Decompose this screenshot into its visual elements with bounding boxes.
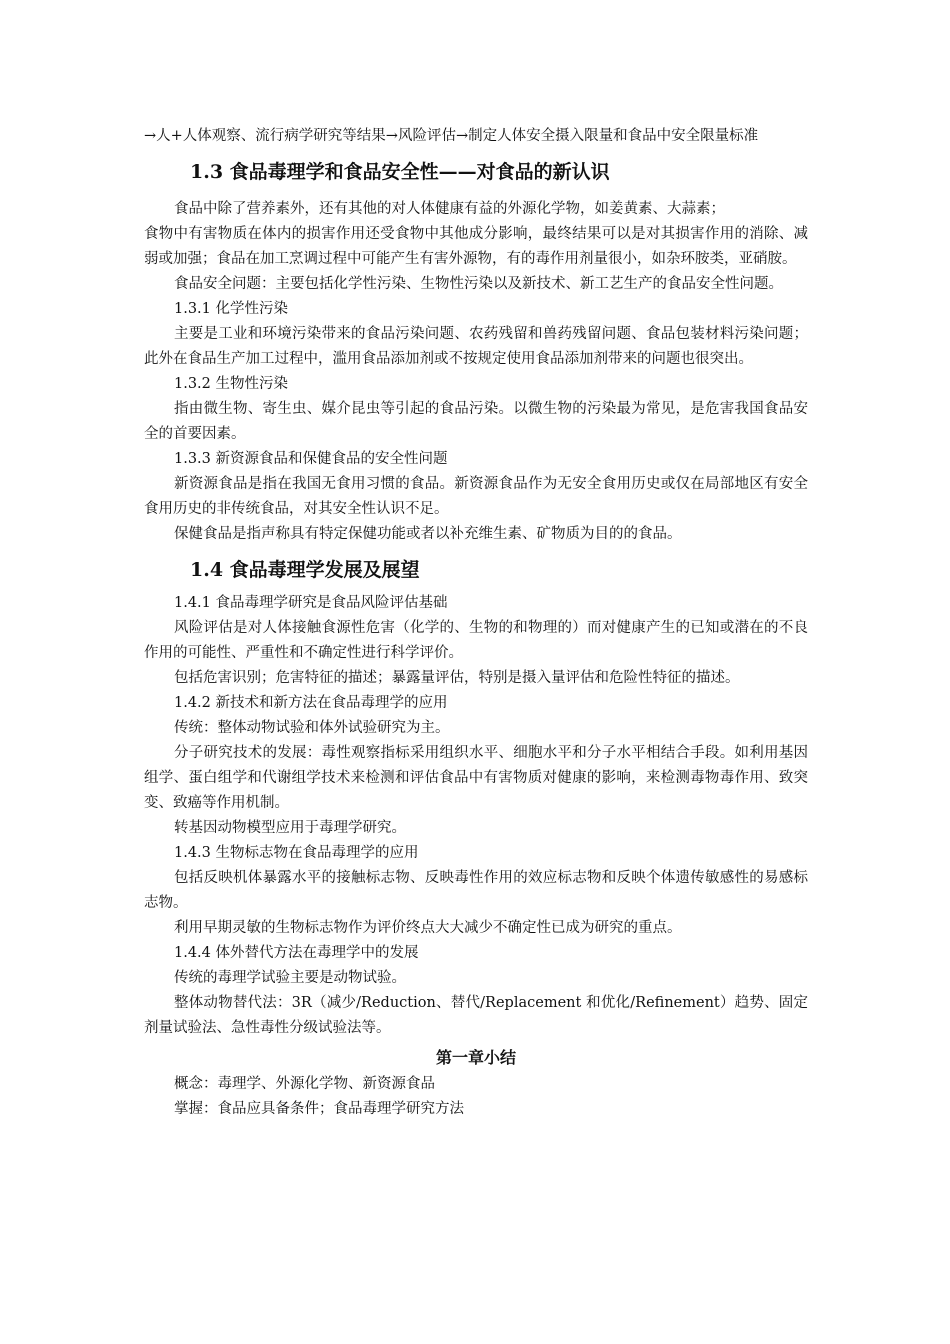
- intro-paragraph: →人+人体观察、流行病学研究等结果→风险评估→制定人体安全摄入限量和食品中安全限量标准: [144, 128, 759, 144]
- s142-paragraph-1: 传统：整体动物试验和体外试验研究为主。: [174, 720, 450, 736]
- s144-paragraph-1: 传统的毒理学试验主要是动物试验。: [174, 970, 406, 986]
- section-1-4-heading: 1.4 食品毒理学发展及展望: [190, 559, 420, 581]
- s143-paragraph-2: 利用早期灵敏的生物标志物作为评价终点大大减少不确定性已成为研究的重点。: [174, 920, 682, 936]
- summary-concepts: 概念：毒理学、外源化学物、新资源食品: [174, 1076, 435, 1092]
- subsection-1-4-3-title: 1.4.3 生物标志物在食品毒理学的应用: [174, 845, 419, 861]
- s141-paragraph-1: 风险评估是对人体接触食源性危害（化学的、生物的和物理的）而对健康产生的已知或潜在的不良作用的可能性、严重性和不确定性进行科学评价。: [144, 620, 808, 661]
- s131-paragraph: 主要是工业和环境污染带来的食品污染问题、农药残留和兽药残留问题、食品包装材料污染问题；此外在食品生产加工过程中，滥用食品添加剂或不按规定使用食品添加剂带来的问题也很突出。: [144, 326, 808, 367]
- section-1-3-heading: 1.3 食品毒理学和食品安全性——对食品的新认识: [190, 161, 610, 183]
- document-body: [144, 124, 808, 1122]
- chapter-summary-heading: 第一章小结: [435, 1048, 516, 1067]
- s132-paragraph: 指由微生物、寄生虫、媒介昆虫等引起的食品污染。以微生物的污染最为常见，是危害我国食品安全的首要因素。: [144, 401, 808, 442]
- s143-paragraph-1: 包括反映机体暴露水平的接触标志物、反映毒性作用的效应标志物和反映个体遗传敏感性的易感标志物。: [144, 870, 808, 911]
- s133-paragraph-1: 新资源食品是指在我国无食用习惯的食品。新资源食品作为无安全食用历史或仅在局部地区有安全食用历史的非传统食品，对其安全性认识不足。: [144, 476, 808, 517]
- subsection-1-3-1-title: 1.3.1 化学性污染: [174, 301, 289, 317]
- summary-master: 掌握：食品应具备条件；食品毒理学研究方法: [174, 1101, 464, 1117]
- subsection-1-4-1-title: 1.4.1 食品毒理学研究是食品风险评估基础: [174, 595, 448, 611]
- s142-paragraph-2: 分子研究技术的发展：毒性观察指标采用组织水平、细胞水平和分子水平相结合手段。如利用基因组学、蛋白组学和代谢组学技术来检测和评估食品中有害物质对健康的影响，来检测毒物毒作用、致突变、致癌等作用机制。: [144, 745, 808, 811]
- subsection-1-4-4-title: 1.4.4 体外替代方法在毒理学中的发展: [174, 945, 419, 961]
- s142-paragraph-3: 转基因动物模型应用于毒理学研究。: [174, 820, 406, 836]
- s13-paragraph-2: 食品安全问题：主要包括化学性污染、生物性污染以及新技术、新工艺生产的食品安全性问题。: [174, 276, 783, 292]
- subsection-1-3-3-title: 1.3.3 新资源食品和保健食品的安全性问题: [174, 451, 448, 467]
- s13-paragraph-1-rest: 食物中有害物质在体内的损害作用还受食物中其他成分影响，最终结果可以是对其损害作用的消除、减弱或加强；食品在加工烹调过程中可能产生有害外源物，有的毒作用剂量很小，如杂环胺类，亚硝胺。: [144, 226, 808, 267]
- subsection-1-4-2-title: 1.4.2 新技术和新方法在食品毒理学的应用: [174, 695, 448, 711]
- s144-paragraph-2: 整体动物替代法：3R（减少/Reduction、替代/Replacement 和优化/Refinement）趋势、固定剂量试验法、急性毒性分级试验法等。: [144, 995, 808, 1036]
- s133-paragraph-2: 保健食品是指声称具有特定保健功能或者以补充维生素、矿物质为目的的食品。: [174, 526, 682, 542]
- s141-paragraph-2: 包括危害识别；危害特征的描述；暴露量评估，特别是摄入量评估和危险性特征的描述。: [174, 670, 740, 686]
- subsection-1-3-2-title: 1.3.2 生物性污染: [174, 376, 289, 392]
- s13-paragraph-1-line-1: 食品中除了营养素外，还有其他的对人体健康有益的外源化学物，如姜黄素、大蒜素；: [174, 201, 725, 217]
